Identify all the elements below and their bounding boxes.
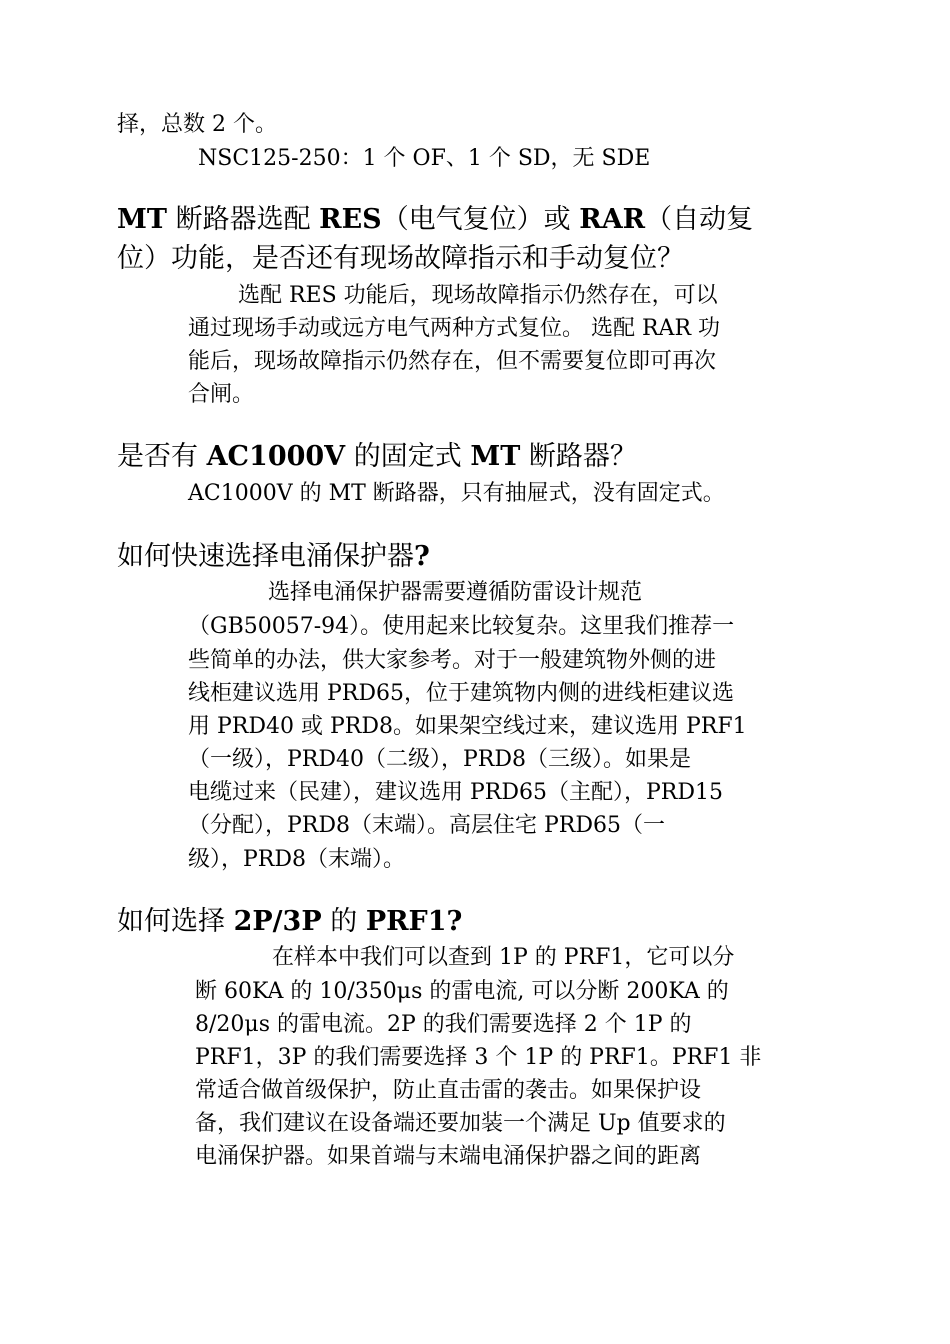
answer-line: 线柜建议选用 PRD65，位于建筑物内侧的进线柜建议选 bbox=[188, 681, 734, 706]
answer-line: （分配），PRD8（末端）。高层住宅 PRD65（一 bbox=[188, 813, 665, 838]
answer-line: 用 PRD40 或 PRD8。如果架空线过来，建议选用 PRF1 bbox=[188, 714, 747, 739]
answer-line: 级），PRD8（末端）。 bbox=[188, 847, 406, 872]
answer-line: 常适合做首级保护，防止直击雷的袭击。如果保护设 bbox=[195, 1078, 702, 1103]
question-heading: 如何选择 2P/3P 的 PRF1? bbox=[117, 906, 463, 937]
answer-line: 选配 RES 功能后，现场故障指示仍然存在，可以 bbox=[238, 283, 718, 308]
text-line: NSC125-250：1 个 OF、1 个 SD，无 SDE bbox=[198, 146, 651, 171]
answer-line: 些简单的办法，供大家参考。对于一般建筑物外侧的进 bbox=[188, 648, 717, 673]
text-line: 择，总数 2 个。 bbox=[117, 112, 277, 137]
answer-line: 备，我们建议在设备端还要加装一个满足 Up 值要求的 bbox=[195, 1111, 726, 1136]
answer-line: 断 60KA 的 10/350μs 的雷电流, 可以分断 200KA 的 bbox=[195, 979, 729, 1004]
answer-line: 在样本中我们可以查到 1P 的 PRF1，它可以分 bbox=[272, 945, 735, 970]
answer-line: 能后，现场故障指示仍然存在，但不需要复位即可再次 bbox=[188, 349, 717, 374]
answer-line: PRF1，3P 的我们需要选择 3 个 1P 的 PRF1。PRF1 非 bbox=[195, 1045, 762, 1070]
answer-line: 选择电涌保护器需要遵循防雷设计规范 bbox=[268, 580, 643, 605]
answer-line: 电缆过来（民建），建议选用 PRD65（主配），PRD15 bbox=[188, 780, 723, 805]
question-heading-continued: 位）功能，是否还有现场故障指示和手动复位？ bbox=[117, 243, 684, 274]
question-heading: MT 断路器选配 RES（电气复位）或 RAR（自动复 bbox=[117, 204, 754, 235]
question-heading: 如何快速选择电涌保护器? bbox=[117, 541, 430, 572]
answer-line: 通过现场手动或远方电气两种方式复位。 选配 RAR 功 bbox=[188, 316, 720, 341]
answer-line: AC1000V 的 MT 断路器，只有抽屉式，没有固定式。 bbox=[188, 481, 725, 506]
answer-line: （一级），PRD40（二级），PRD8（三级）。如果是 bbox=[188, 747, 692, 772]
answer-line: 合闸。 bbox=[188, 382, 255, 407]
answer-line: （GB50057-94）。使用起来比较复杂。这里我们推荐一 bbox=[188, 614, 735, 639]
question-heading: 是否有 AC1000V 的固定式 MT 断路器？ bbox=[117, 441, 637, 472]
answer-line: 电涌保护器。如果首端与末端电涌保护器之间的距离 bbox=[195, 1144, 702, 1169]
answer-line: 8/20μs 的雷电流。2P 的我们需要选择 2 个 1P 的 bbox=[195, 1012, 692, 1037]
